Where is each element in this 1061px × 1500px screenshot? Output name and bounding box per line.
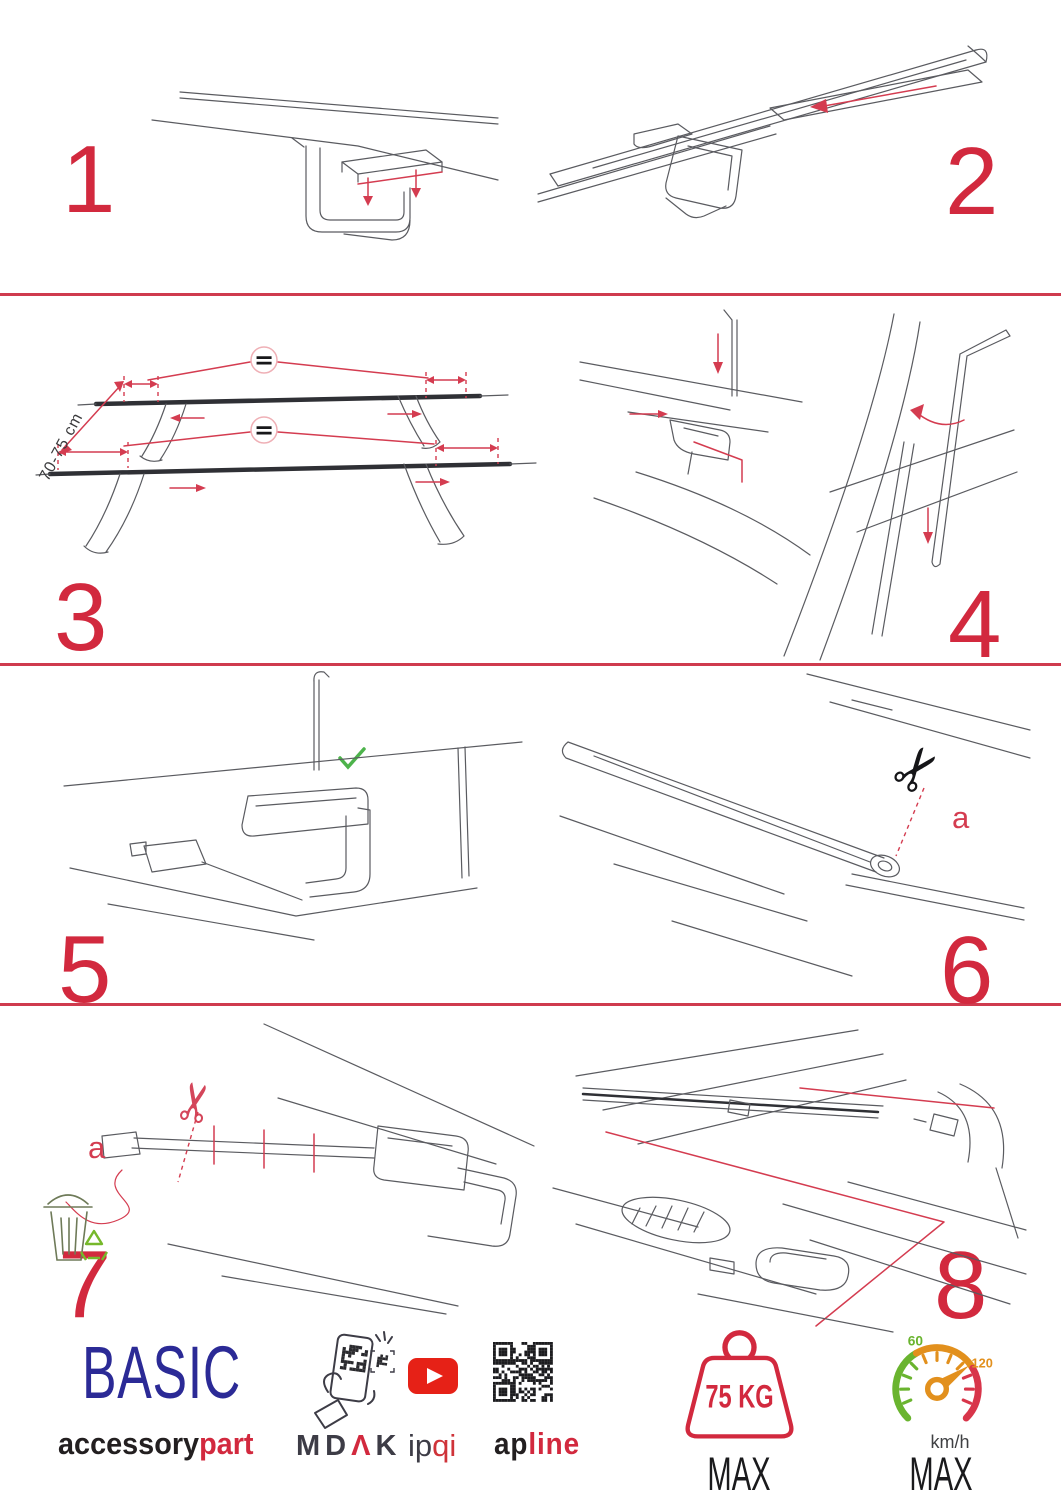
qr-code — [492, 1341, 554, 1403]
step-2-number: 2 — [945, 128, 999, 235]
cut-point-label: a — [952, 800, 970, 835]
step-4-number: 4 — [948, 571, 1002, 678]
speed-unit-label: km/h — [930, 1432, 970, 1452]
max-speed-label: MAX — [909, 1447, 973, 1500]
ipqi-dark: ip — [408, 1428, 433, 1463]
brand-mdak — [296, 1430, 401, 1463]
step-5-number: 5 — [58, 916, 112, 1023]
step-5-illustration — [52, 666, 527, 951]
step-3-illustration — [28, 302, 553, 597]
cut-point-label: a — [88, 1130, 106, 1165]
step-6-number: 6 — [940, 917, 994, 1024]
max-weight-icon — [662, 1326, 817, 1448]
cover-strip — [770, 70, 982, 120]
qr-scan-phone-icon — [298, 1328, 406, 1428]
brand-subtitle — [58, 1425, 254, 1462]
apline-red: line — [528, 1426, 581, 1461]
step-7-illustration — [26, 1006, 534, 1311]
brand-apline — [494, 1426, 580, 1462]
scissors-icon: ✂ — [162, 1075, 231, 1131]
speed-high-label: 120 — [971, 1355, 993, 1371]
lock-pin — [724, 310, 737, 396]
step-2-illustration — [538, 6, 1010, 258]
step-4-illustration — [572, 300, 1017, 662]
mdak-prefix: MD — [296, 1430, 352, 1462]
brand-subtitle-black: accessory — [58, 1426, 200, 1461]
max-weight-label: MAX — [707, 1447, 771, 1500]
brand-logo: BASIC — [82, 1331, 241, 1414]
step-3-number: 3 — [54, 564, 108, 671]
ipqi-red: qi — [432, 1428, 457, 1463]
equal-sign: = — [253, 346, 275, 374]
brand-subtitle-red: part — [199, 1426, 254, 1461]
step-1-number: 1 — [62, 126, 116, 233]
step-6-illustration — [552, 666, 1030, 1008]
mdak-suffix: K — [375, 1430, 402, 1462]
speed-low-label: 60 — [907, 1333, 924, 1349]
step-1-illustration — [150, 20, 500, 275]
mdak-accent: Λ — [351, 1430, 376, 1462]
step-8-number: 8 — [934, 1232, 988, 1339]
speedometer-icon — [878, 1328, 996, 1440]
step-7-number: 7 — [58, 1231, 112, 1338]
apline-dark: ap — [494, 1426, 529, 1461]
brand-ipqi — [408, 1428, 456, 1464]
section-divider-1 — [0, 293, 1061, 296]
max-weight-value: 75 KG — [705, 1378, 774, 1415]
youtube-icon — [408, 1358, 458, 1394]
bar-distance-label: 70-75 cm — [36, 409, 87, 484]
scissors-icon: ✂ — [875, 729, 959, 810]
hex-key — [932, 330, 1010, 567]
equal-sign: = — [253, 416, 275, 444]
rubber-pad — [342, 150, 442, 174]
step-8-illustration — [548, 1012, 1030, 1339]
end-cap-detail — [618, 1189, 849, 1290]
recycle-icon — [81, 1231, 107, 1260]
